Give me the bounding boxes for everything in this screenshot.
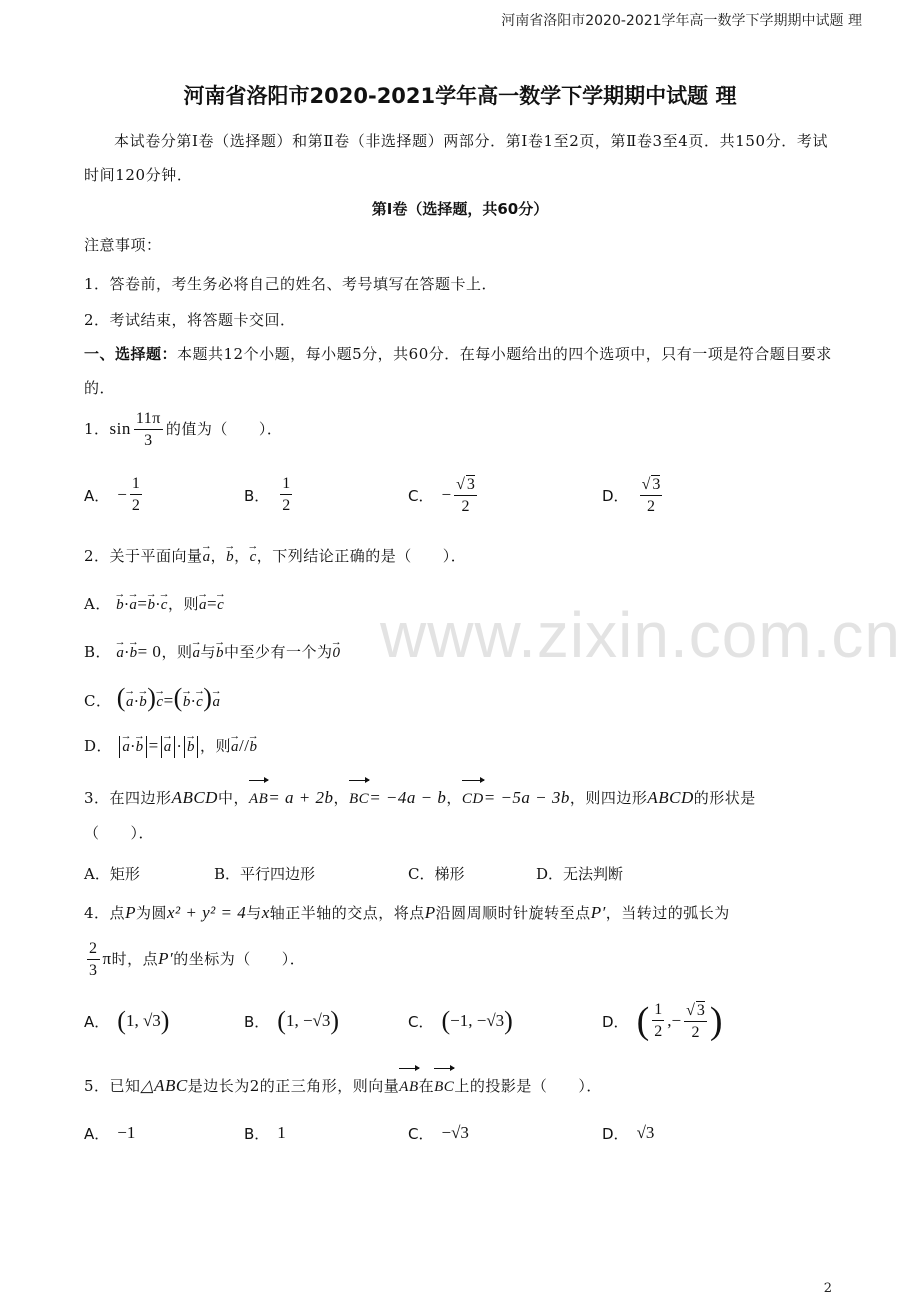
q4-d-lparen: ( xyxy=(636,1000,650,1042)
q4-d-frac-2 xyxy=(684,1001,707,1042)
q2-sep-1: ， xyxy=(210,547,227,565)
q5-option-c-value: −√3 xyxy=(441,1123,469,1142)
q1-b-num: 1 xyxy=(280,475,292,495)
q4-pi: π xyxy=(102,949,112,968)
q1-c-num xyxy=(454,475,477,496)
q5-option-d-value: √3 xyxy=(636,1123,655,1142)
q4-circle-eq: x² + y² = 4 xyxy=(166,903,247,922)
intro-paragraph: 本试卷分第Ⅰ卷（选择题）和第Ⅱ卷（非选择题）两部分．第Ⅰ卷1至2页，第Ⅱ卷3至4页．共150分．考试时间120分钟． xyxy=(84,132,829,184)
q1-number: 1． xyxy=(84,420,110,438)
q2-vec-a: → a xyxy=(203,538,211,574)
q2-d-b3: → b xyxy=(249,728,257,764)
q2-option-d-letter: D． xyxy=(84,737,113,755)
q4-text-4: 轴正半轴的交点，将点 xyxy=(269,904,425,922)
q3-quad-name-1: ABCD xyxy=(171,788,218,807)
q5-option-b[interactable] xyxy=(244,1108,286,1158)
q4-option-b-value: 1, −√3 xyxy=(285,1011,331,1030)
q2-option-b-letter: B． xyxy=(84,643,112,661)
q4-options xyxy=(84,996,836,1046)
q3-text-3: ，则四边形 xyxy=(569,789,648,807)
q2-d-abs-bar-2 xyxy=(146,736,147,758)
q4-number: 4． xyxy=(84,904,110,922)
q2-d-parallel: // xyxy=(238,736,250,755)
q4-arc-frac xyxy=(87,940,100,980)
q4-d-f2-num xyxy=(684,1001,707,1022)
q2-number: 2． xyxy=(84,547,110,565)
q5-option-d[interactable] xyxy=(602,1108,654,1158)
q3-options xyxy=(84,848,836,898)
question-2 xyxy=(84,538,836,574)
q1-option-c-frac xyxy=(454,475,477,516)
q4-arc-den: 3 xyxy=(89,962,98,979)
q1-d-den: 2 xyxy=(646,497,655,515)
section-title: 第Ⅰ卷（选择题，共60分） xyxy=(371,200,549,218)
q2-d-a1: → a xyxy=(122,728,130,764)
q2-c-b2: → b xyxy=(183,683,191,719)
q5-text-4: 上的投影是（ ）． xyxy=(454,1077,602,1095)
q4-d-rparen: ) xyxy=(709,1000,723,1042)
q1-tail: 的值为（ ）． xyxy=(165,420,283,438)
q4-option-c[interactable] xyxy=(408,996,513,1046)
q2-a-eq2: = xyxy=(206,594,218,613)
q1-d-radicand: 3 xyxy=(652,475,661,493)
q2-b-zero-eq: = 0 xyxy=(137,642,162,661)
q2-a-b1: → b xyxy=(116,586,124,622)
q4-d-frac-1 xyxy=(652,1001,664,1041)
q2-c-a2: → a xyxy=(212,683,220,719)
q2-c-b1: → b xyxy=(139,683,147,719)
q5-vec-ab: AB xyxy=(399,1068,418,1104)
q4-a-lparen: ( xyxy=(117,1006,126,1035)
q5-vec-bc: BC xyxy=(434,1068,454,1104)
q3-text-2: 中， xyxy=(217,789,249,807)
q5-text-2: 是边长为2的正三角形，则向量 xyxy=(187,1077,400,1095)
q4-point-p-2: P xyxy=(424,903,436,922)
q4-option-b-letter: B． xyxy=(244,1012,270,1031)
q2-a-a2: → a xyxy=(199,586,207,622)
part1-instructions xyxy=(84,337,836,405)
q1-option-b[interactable] xyxy=(244,470,295,520)
q2-option-b[interactable] xyxy=(84,634,836,670)
q4-text-2: 为圆 xyxy=(135,904,167,922)
question-3 xyxy=(84,780,836,850)
q5-options xyxy=(84,1108,836,1158)
q5-option-d-letter: D． xyxy=(602,1124,629,1143)
q5-option-a-value: −1 xyxy=(117,1123,136,1142)
q2-c-c1: → c xyxy=(156,683,163,719)
notes-item-1: 1．答卷前，考生务必将自己的姓名、考号填写在答题卡上． xyxy=(84,275,498,293)
q2-c-eq: = xyxy=(163,691,174,710)
q1-c-radicand: 3 xyxy=(466,475,475,493)
q5-text-1: 已知 xyxy=(109,1077,141,1095)
q1-c-radical-icon: √ xyxy=(456,475,465,493)
q2-option-c[interactable] xyxy=(84,681,836,719)
watermark: www.zixin.com.cn xyxy=(380,599,901,671)
q1-d-num xyxy=(640,475,663,496)
q2-c-dot1: · xyxy=(133,692,140,710)
q2-sep-2: ， xyxy=(234,547,250,565)
q3-option-a[interactable]: A．矩形 xyxy=(84,864,140,883)
q2-b-tail: 中至少有一个为 xyxy=(223,643,333,661)
q5-option-c[interactable] xyxy=(408,1108,469,1158)
q4-d-radical-icon: √ xyxy=(686,1001,695,1019)
q3-quad-name-2: ABCD xyxy=(647,788,694,807)
q3-text-4: 的形状是 xyxy=(693,789,756,807)
q3-number: 3． xyxy=(84,789,110,807)
q2-option-a-letter: A． xyxy=(84,595,111,613)
q4-d-f1-den: 2 xyxy=(654,1023,663,1040)
q1-frac-den: 3 xyxy=(144,432,153,449)
q2-d-a3: → a xyxy=(231,728,239,764)
q4-point-p-1: P xyxy=(125,903,136,922)
q5-triangle: △ABC xyxy=(140,1076,188,1095)
q4-text-1: 点 xyxy=(109,904,126,922)
q4-option-d[interactable] xyxy=(602,996,723,1046)
q2-vec-b: → b xyxy=(226,538,234,574)
q2-vec-c: → c xyxy=(250,538,257,574)
q4-option-c-letter: C． xyxy=(408,1012,434,1031)
q4-d-radicand: 3 xyxy=(696,1001,705,1019)
q3-option-b[interactable]: B．平行四边形 xyxy=(214,864,316,883)
q2-option-a[interactable] xyxy=(84,586,836,622)
q5-option-b-letter: B． xyxy=(244,1124,270,1143)
q1-func: sin xyxy=(109,419,131,438)
q1-option-d-frac xyxy=(640,475,663,516)
notes-heading: 注意事项： xyxy=(84,236,162,254)
q5-option-a[interactable] xyxy=(84,1108,135,1158)
q1-c-den: 2 xyxy=(461,497,470,515)
q2-b-a2: → a xyxy=(192,634,200,670)
q2-a-dot2: · xyxy=(155,595,161,613)
notes-item-2: 2．考试结束，将答题卡交回． xyxy=(84,311,296,329)
q2-c-a1: → a xyxy=(126,683,134,719)
q2-text-1: 关于平面向量 xyxy=(109,547,203,565)
q2-d-a2: → a xyxy=(164,728,172,764)
q4-b-lparen: ( xyxy=(277,1006,286,1035)
q4-c-rparen: ) xyxy=(504,1006,513,1035)
q3-eq-1: = a + 2b xyxy=(268,788,334,807)
q2-a-then: ，则 xyxy=(167,595,199,613)
q3-option-c[interactable]: C．梯形 xyxy=(408,864,465,883)
q2-b-a1: → a xyxy=(116,634,124,670)
q2-text-2: ，下列结论正确的是（ ）． xyxy=(256,547,467,565)
q2-a-b2: → b xyxy=(148,586,156,622)
q5-option-b-value: 1 xyxy=(277,1123,286,1142)
q3-sep-2: ， xyxy=(446,789,462,807)
q1-a-num: 1 xyxy=(130,475,142,495)
q1-a-den: 2 xyxy=(131,497,140,514)
q1-option-d[interactable] xyxy=(602,470,665,520)
q4-option-d-letter: D． xyxy=(602,1012,629,1031)
q4-point-pprime-1: P′ xyxy=(590,903,606,922)
q3-paren: （ ）． xyxy=(84,824,155,842)
q2-c-lparen-1: ( xyxy=(116,683,126,712)
q1-option-a-sign: − xyxy=(117,485,127,504)
q4-text-5: 沿圆周顺时针旋转至点 xyxy=(435,904,591,922)
q3-eq-2: = −4a − b xyxy=(369,788,447,807)
q2-d-then: ，则 xyxy=(199,737,231,755)
q4-c-lparen: ( xyxy=(441,1006,451,1035)
q1-option-b-frac xyxy=(280,475,292,515)
q3-vec-cd: CD xyxy=(462,780,484,816)
q4-option-a-letter: A． xyxy=(84,1012,110,1031)
q2-b-then: ，则 xyxy=(161,643,193,661)
q1-option-b-letter: B． xyxy=(244,486,270,505)
q4-text-8: 的坐标为（ ）． xyxy=(173,950,306,968)
q5-text-3: 在 xyxy=(418,1077,435,1095)
q1-d-radical-icon: √ xyxy=(641,475,651,493)
q5-option-a-letter: A． xyxy=(84,1124,110,1143)
q2-b-zero-vec: → 0 xyxy=(332,634,340,670)
part1-lead: 一、选择题： xyxy=(84,345,178,363)
q1-option-d-letter: D． xyxy=(602,486,629,505)
q1-option-c[interactable] xyxy=(408,470,480,520)
q2-b-dot: · xyxy=(124,643,130,661)
q3-vec-ab: AB xyxy=(249,780,268,816)
question-5 xyxy=(84,1068,836,1104)
q3-option-d[interactable]: D．无法判断 xyxy=(536,864,624,883)
q2-c-lparen-2: ( xyxy=(173,683,183,712)
q3-sep-1: ， xyxy=(333,789,350,807)
q2-c-rparen-1: ) xyxy=(147,683,157,712)
q4-d-f2-den: 2 xyxy=(691,1023,700,1041)
page-number: 2 xyxy=(823,1281,832,1296)
q1-options xyxy=(84,470,836,520)
q5-number: 5． xyxy=(84,1077,110,1095)
q1-option-a-letter: A． xyxy=(84,486,110,505)
q5-option-c-letter: C． xyxy=(408,1124,434,1143)
q4-option-c-value: −1, −√3 xyxy=(450,1011,505,1030)
page-title: 河南省洛阳市2020-2021学年高一数学下学期期中试题 理 xyxy=(183,84,737,108)
q4-text-7: 时，点 xyxy=(111,950,159,968)
question-4 xyxy=(84,896,836,930)
question-1 xyxy=(84,410,836,450)
q4-option-b[interactable] xyxy=(244,996,339,1046)
q4-b-rparen: ) xyxy=(330,1006,340,1035)
q3-eq-3: = −5a − 3b xyxy=(483,788,570,807)
q4-text-6: ，当转过的弧长为 xyxy=(605,904,730,922)
running-header: 河南省洛阳市2020-2021学年高一数学下学期期中试题 理 xyxy=(501,13,862,29)
q2-a-c2: → c xyxy=(217,586,224,622)
q1-option-a-frac xyxy=(130,475,142,515)
q2-option-c-letter: C． xyxy=(84,692,112,710)
q1-fraction xyxy=(134,410,163,450)
q4-option-a-value: 1, √3 xyxy=(125,1011,161,1030)
q2-d-dot1: · xyxy=(130,737,136,755)
q2-a-dot1: · xyxy=(124,595,130,613)
q4-line-2 xyxy=(84,940,836,980)
q4-option-a[interactable] xyxy=(84,996,169,1046)
q1-frac-num: 11π xyxy=(134,410,163,430)
q4-x-var: x xyxy=(261,903,270,922)
q2-d-eq: = xyxy=(148,736,159,755)
q2-d-b1: → b xyxy=(136,728,144,764)
q2-a-a1: → a xyxy=(129,586,137,622)
q4-arc-num: 2 xyxy=(87,940,100,960)
q4-d-comma: ,− xyxy=(667,1011,682,1030)
q2-d-abs-bar-6 xyxy=(197,736,198,758)
q2-c-dot2: · xyxy=(190,692,197,710)
q4-a-rparen: ) xyxy=(160,1006,170,1035)
q1-option-c-sign: − xyxy=(441,485,452,504)
q3-text-1: 在四边形 xyxy=(109,789,172,807)
q2-d-b2: → b xyxy=(187,728,195,764)
q2-d-dot2: · xyxy=(176,737,182,755)
q2-c-c2: → c xyxy=(196,683,203,719)
q2-b-b2: → b xyxy=(216,634,224,670)
q2-d-abs-bar-4 xyxy=(174,736,175,758)
q2-b-and: 与 xyxy=(200,643,216,661)
q1-b-den: 2 xyxy=(282,497,291,514)
q2-option-d[interactable] xyxy=(84,728,836,764)
q2-b-b1: → b xyxy=(130,634,138,670)
part1-text: 本题共12个小题，每小题5分，共60分．在每小题给出的四个选项中，只有一项是符合题目要求的． xyxy=(84,345,832,397)
q2-a-eq1: = xyxy=(137,594,148,613)
q4-d-f1-num: 1 xyxy=(652,1001,664,1021)
q2-a-c1: → c xyxy=(161,586,168,622)
q4-point-pprime-2: P′ xyxy=(158,949,174,968)
q4-text-3: 与 xyxy=(246,904,262,922)
q1-option-a[interactable] xyxy=(84,470,145,520)
q1-option-c-letter: C． xyxy=(408,486,434,505)
q3-vec-bc: BC xyxy=(349,780,369,816)
q2-c-rparen-2: ) xyxy=(203,683,213,712)
